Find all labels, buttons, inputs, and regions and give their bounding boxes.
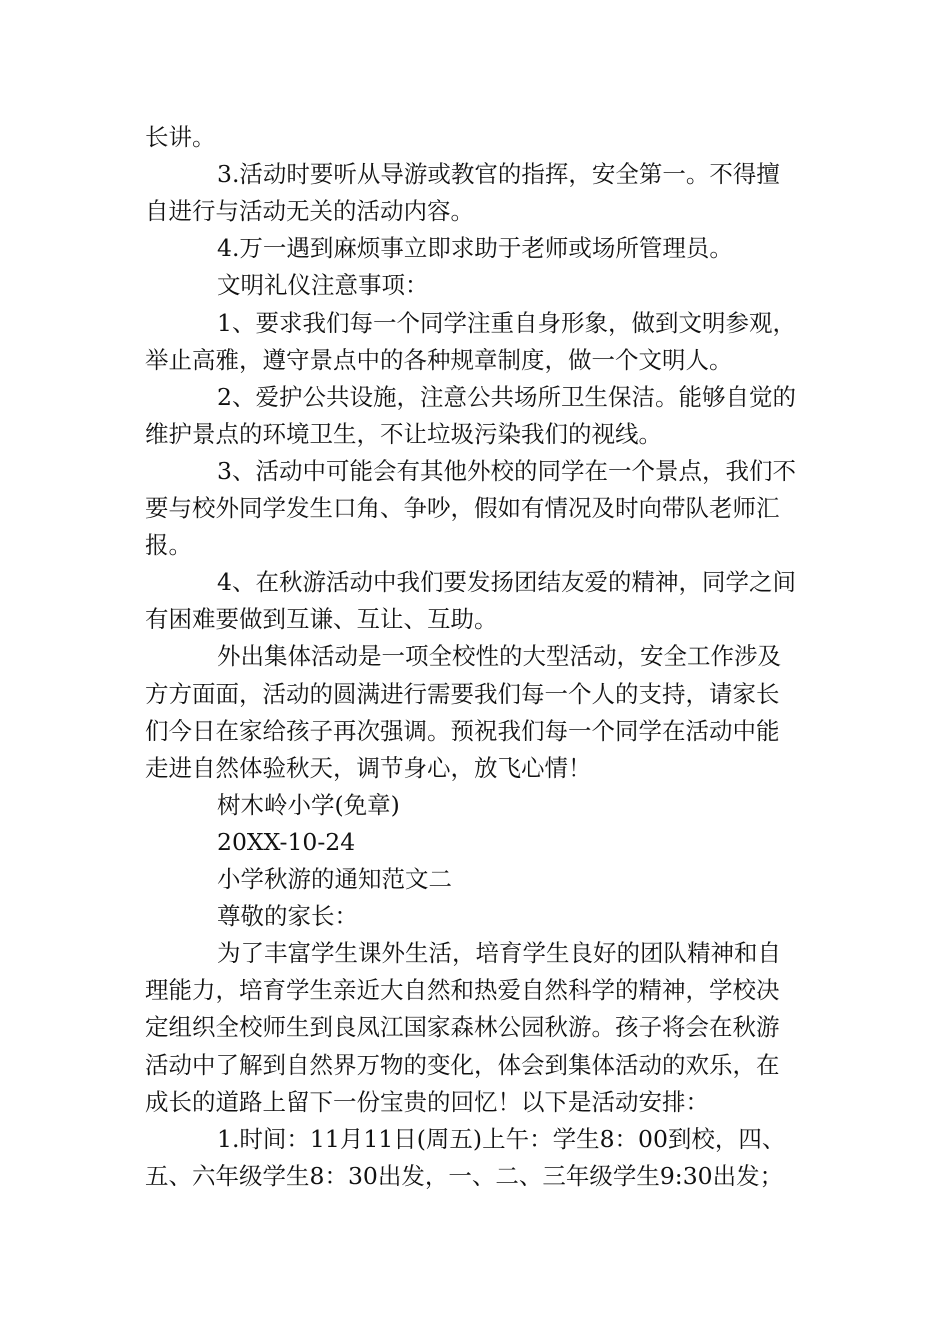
text-line: 为了丰富学生课外生活，培育学生良好的团队精神和自 [217, 939, 781, 967]
text-line: 维护景点的环境卫生，不让垃圾污染我们的视线。 [145, 420, 662, 448]
text-line: 举止高雅，遵守景点中的各种规章制度，做一个文明人。 [145, 346, 733, 374]
text-line: 活动中了解到自然界万物的变化，体会到集体活动的欢乐，在 [145, 1051, 780, 1079]
text-line: 有困难要做到互谦、互让、互助。 [145, 605, 498, 633]
text-line: 1.时间：11月11日(周五)上午：学生8：00到校，四、 [217, 1125, 786, 1153]
text-line: 尊敬的家长： [217, 902, 358, 930]
text-line: 定组织全校师生到良凤江国家森林公园秋游。孩子将会在秋游 [145, 1013, 780, 1041]
text-line: 报。 [145, 531, 192, 559]
text-line: 2、爱护公共设施，注意公共场所卫生保洁。能够自觉的 [217, 383, 796, 411]
text-line: 理能力，培育学生亲近大自然和热爱自然科学的精神，学校决 [145, 976, 780, 1004]
text-line: 3.活动时要听从导游或教官的指挥，安全第一。不得擅 [217, 160, 780, 188]
text-line: 要与校外同学发生口角、争吵，假如有情况及时向带队老师汇 [145, 494, 780, 522]
text-line: 外出集体活动是一项全校性的大型活动，安全工作涉及 [217, 642, 781, 670]
text-line: 成长的道路上留下一份宝贵的回忆！以下是活动安排： [145, 1088, 709, 1116]
text-line: 自进行与活动无关的活动内容。 [145, 197, 474, 225]
text-line: 3、活动中可能会有其他外校的同学在一个景点，我们不 [217, 457, 796, 485]
text-line: 长讲。 [145, 123, 216, 151]
text-line: 方方面面，活动的圆满进行需要我们每一个人的支持，请家长 [145, 680, 780, 708]
text-line: 4、在秋游活动中我们要发扬团结友爱的精神，同学之间 [217, 568, 796, 596]
text-line: 1、要求我们每一个同学注重自身形象，做到文明参观， [217, 309, 796, 337]
text-line: 们今日在家给孩子再次强调。预祝我们每一个同学在活动中能 [145, 717, 780, 745]
text-line: 小学秋游的通知范文二 [217, 865, 452, 893]
text-line: 走进自然体验秋天，调节身心，放飞心情！ [145, 754, 592, 782]
text-line: 五、六年级学生8：30出发，一、二、三年级学生9:30出发； [145, 1162, 784, 1190]
text-line: 文明礼仪注意事项： [217, 271, 429, 299]
text-line: 20XX-10-24 [217, 828, 356, 856]
text-line: 树木岭小学(免章) [217, 791, 400, 819]
text-line: 4.万一遇到麻烦事立即求助于老师或场所管理员。 [217, 234, 733, 262]
